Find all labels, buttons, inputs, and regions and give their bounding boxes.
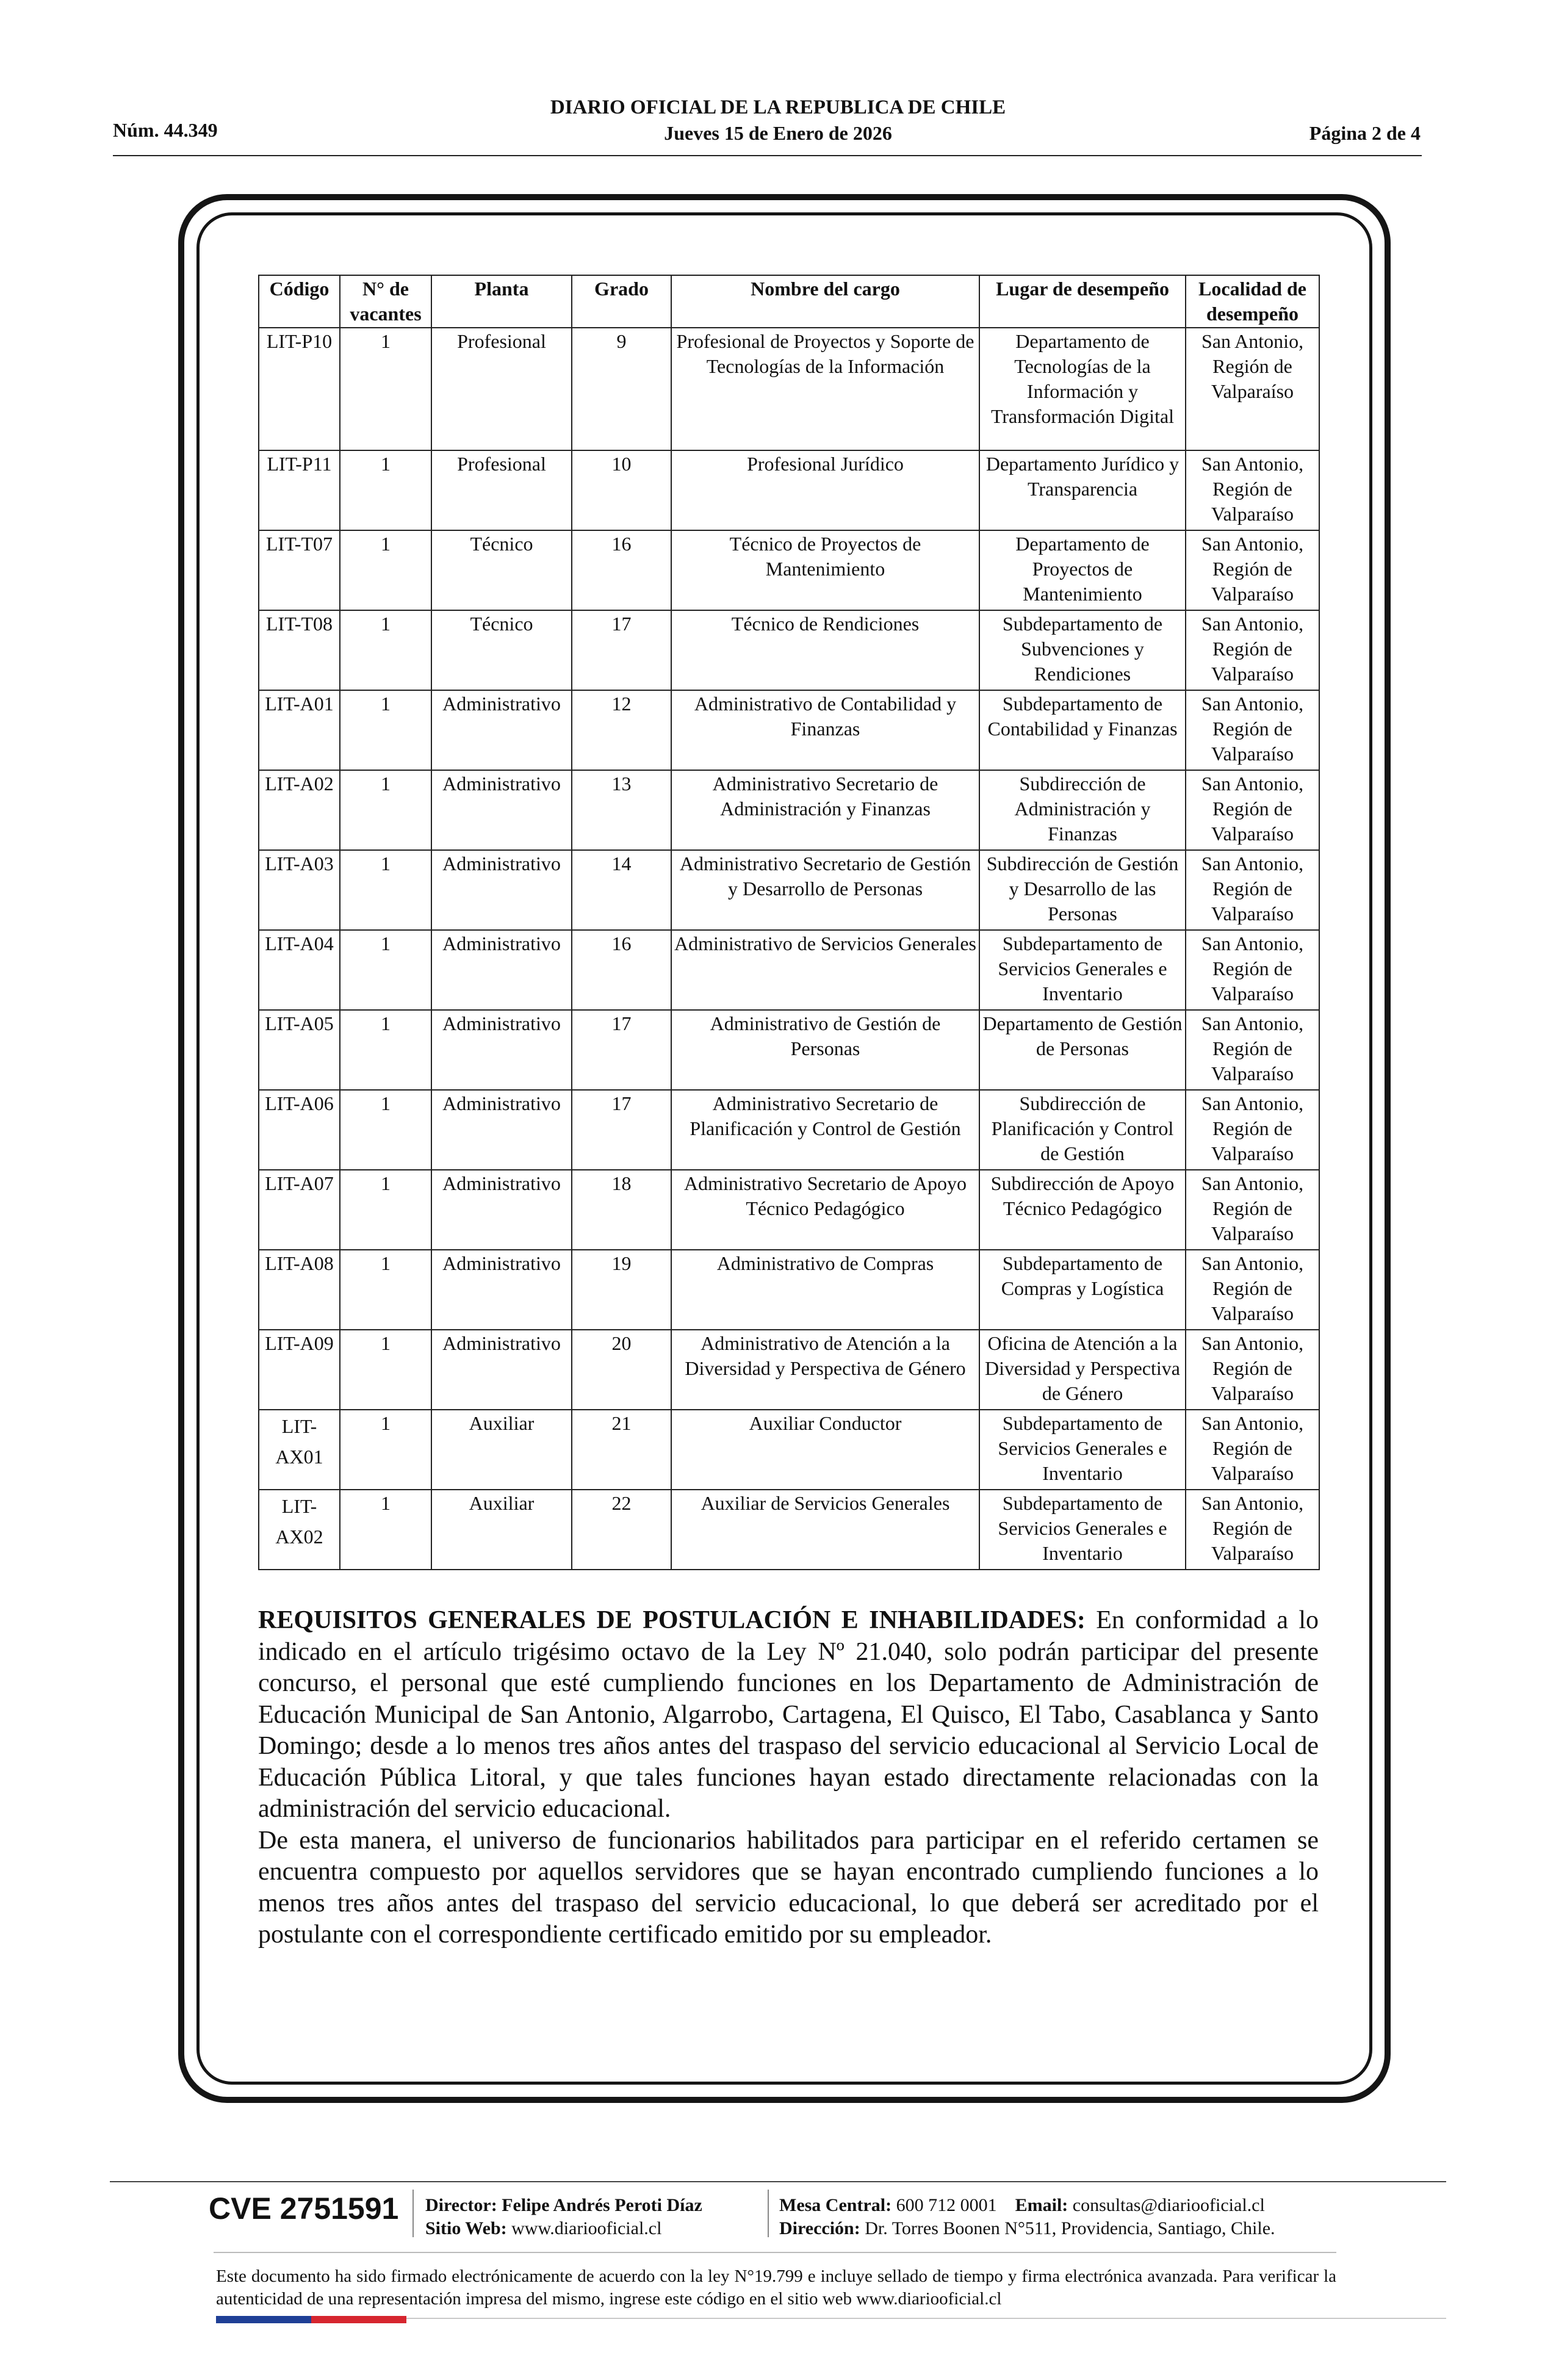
cell-lugar: Subdepartamento de Servicios Generales e Inventario	[979, 930, 1186, 1010]
requirements-title: REQUISITOS GENERALES DE POSTULACIÓN E INHABILIDADES:	[258, 1606, 1086, 1634]
footer-director-block	[425, 2194, 702, 2240]
table-row	[259, 530, 1319, 610]
header-divider	[113, 155, 1422, 156]
col-header-vacantes: N° de vacantes	[340, 275, 431, 328]
publication-title: DIARIO OFICIAL DE LA REPUBLICA DE CHILE	[550, 96, 1006, 118]
cell-nombre-cargo: Administrativo de Servicios Generales	[671, 930, 979, 1010]
cell-planta: Administrativo	[431, 1250, 572, 1330]
cell-nombre-cargo: Administrativo Secretario de Gestión y Desarrollo de Personas	[671, 850, 979, 930]
footer-divider	[110, 2181, 1446, 2182]
col-header-grado: Grado	[572, 275, 671, 328]
cell-vacantes: 1	[340, 450, 431, 530]
cell-codigo: LIT-A09	[259, 1330, 340, 1410]
cell-grado: 16	[572, 930, 671, 1010]
cell-lugar: Subdirección de Planificación y Control de Gestión	[979, 1090, 1186, 1170]
cell-lugar: Departamento Jurídico y Transparencia	[979, 450, 1186, 530]
cell-planta: Administrativo	[431, 1330, 572, 1410]
footer-separator	[768, 2190, 769, 2237]
cve-code: CVE 2751591	[209, 2191, 399, 2226]
requirements-paragraph-2: De esta manera, el universo de funcionarios habilitados para participar en el referido certamen se encuentra compuesto por aquellos servidores que se hayan encontrado cumpliendo funciones a lo menos tres años antes del traspaso del servicio educacional, lo que deberá ser acreditado por el postulante con el correspondiente certificado emitido por su empleador.	[258, 1826, 1319, 1949]
cell-nombre-cargo: Administrativo de Gestión de Personas	[671, 1010, 979, 1090]
cell-grado: 18	[572, 1170, 671, 1250]
cell-codigo: LIT-A08	[259, 1250, 340, 1330]
cell-localidad: San Antonio, Región de Valparaíso	[1186, 1010, 1319, 1090]
table-row	[259, 450, 1319, 530]
phone-label: Mesa Central:	[779, 2195, 892, 2215]
phone-value: 600 712 0001	[896, 2195, 997, 2215]
footer-phone-line	[779, 2194, 1275, 2217]
cell-nombre-cargo: Técnico de Proyectos de Mantenimiento	[671, 530, 979, 610]
cell-localidad: San Antonio, Región de Valparaíso	[1186, 1330, 1319, 1410]
cell-nombre-cargo: Auxiliar de Servicios Generales	[671, 1490, 979, 1570]
cell-codigo: LIT-T07	[259, 530, 340, 610]
cell-nombre-cargo: Profesional Jurídico	[671, 450, 979, 530]
legal-notice: Este documento ha sido firmado electrónicamente de acuerdo con la ley N°19.799 e incluye sellado de tiempo y firma electrónica avanzada. Para verificar la autenticidad de una representación impresa del mismo, ingrese este código en el sitio web www.diariooficial.cl	[216, 2266, 1336, 2309]
cell-grado: 17	[572, 1090, 671, 1170]
col-header-planta: Planta	[431, 275, 572, 328]
cell-codigo: LIT-A07	[259, 1170, 340, 1250]
cell-grado: 13	[572, 770, 671, 850]
cell-planta: Administrativo	[431, 1170, 572, 1250]
cell-codigo: LIT-A05	[259, 1010, 340, 1090]
table-row	[259, 1250, 1319, 1330]
cell-localidad: San Antonio, Región de Valparaíso	[1186, 850, 1319, 930]
address-label: Dirección:	[779, 2218, 860, 2238]
cell-localidad: San Antonio, Región de Valparaíso	[1186, 1090, 1319, 1170]
cell-lugar: Departamento de Proyectos de Mantenimiento	[979, 530, 1186, 610]
table-row	[259, 930, 1319, 1010]
cell-planta: Administrativo	[431, 770, 572, 850]
cell-lugar: Subdepartamento de Subvenciones y Rendiciones	[979, 610, 1186, 690]
table-row	[259, 1330, 1319, 1410]
cell-lugar: Subdirección de Gestión y Desarrollo de las Personas	[979, 850, 1186, 930]
footer-separator	[412, 2190, 414, 2237]
flag-stripe-blue	[216, 2316, 311, 2323]
flag-stripe-red	[311, 2316, 406, 2323]
footer-bottom-line	[406, 2318, 1446, 2319]
issue-number: Núm. 44.349	[113, 119, 218, 141]
col-header-lugar: Lugar de desempeño	[979, 275, 1186, 328]
footer-contact-block	[779, 2194, 1275, 2240]
cell-codigo: LIT-AX01	[259, 1410, 340, 1490]
table-row	[259, 1410, 1319, 1490]
cell-vacantes: 1	[340, 850, 431, 930]
director-name: Felipe Andrés Peroti Díaz	[502, 2195, 702, 2215]
page-indicator: Página 2 de 4	[1309, 122, 1421, 144]
requirements-text-1: En conformidad a lo indicado en el artículo trigésimo octavo de la Ley Nº 21.040, solo podrán participar del presente concurso, el personal que esté cumpliendo funciones en los Departamento de Administración de Educación Municipal de San Antonio, Algarrobo, Cartagena, El Quisco, El Tabo, Casablanca y Santo Domingo; desde a lo menos tres años antes del traspaso del servicio educacional al Servicio Local de Educación Pública Litoral, y que tales funciones hayan estado directamente relacionadas con la administración del servicio educacional.	[258, 1606, 1319, 1823]
cell-codigo: LIT-A03	[259, 850, 340, 930]
cell-localidad: San Antonio, Región de Valparaíso	[1186, 610, 1319, 690]
cell-grado: 21	[572, 1410, 671, 1490]
col-header-codigo: Código	[259, 275, 340, 328]
cell-nombre-cargo: Profesional de Proyectos y Soporte de Tecnologías de la Información	[671, 328, 979, 450]
footer-address-line	[779, 2217, 1275, 2240]
requirements-paragraph-1	[258, 1605, 1319, 1825]
cell-grado: 17	[572, 1010, 671, 1090]
cell-localidad: San Antonio, Región de Valparaíso	[1186, 450, 1319, 530]
cell-codigo: LIT-P10	[259, 328, 340, 450]
cell-lugar: Departamento de Tecnologías de la Información y Transformación Digital	[979, 328, 1186, 450]
table-row	[259, 850, 1319, 930]
cell-planta: Técnico	[431, 610, 572, 690]
cell-codigo: LIT-P11	[259, 450, 340, 530]
cell-nombre-cargo: Administrativo Secretario de Planificación y Control de Gestión	[671, 1090, 979, 1170]
cell-grado: 10	[572, 450, 671, 530]
table-row	[259, 610, 1319, 690]
cell-planta: Auxiliar	[431, 1410, 572, 1490]
director-label: Director:	[425, 2195, 497, 2215]
cell-lugar: Subdirección de Administración y Finanzas	[979, 770, 1186, 850]
cell-planta: Administrativo	[431, 1090, 572, 1170]
cell-lugar: Subdirección de Apoyo Técnico Pedagógico	[979, 1170, 1186, 1250]
cell-localidad: San Antonio, Región de Valparaíso	[1186, 770, 1319, 850]
cell-localidad: San Antonio, Región de Valparaíso	[1186, 930, 1319, 1010]
cell-lugar: Oficina de Atención a la Diversidad y Perspectiva de Género	[979, 1330, 1186, 1410]
table-row	[259, 690, 1319, 770]
email-link[interactable]: consultas@diariooficial.cl	[1072, 2195, 1265, 2215]
cell-grado: 14	[572, 850, 671, 930]
cell-planta: Administrativo	[431, 930, 572, 1010]
cell-planta: Administrativo	[431, 1010, 572, 1090]
cell-codigo: LIT-A06	[259, 1090, 340, 1170]
cell-lugar: Subdepartamento de Servicios Generales e Inventario	[979, 1410, 1186, 1490]
cell-nombre-cargo: Administrativo de Atención a la Diversidad y Perspectiva de Género	[671, 1330, 979, 1410]
cell-nombre-cargo: Técnico de Rendiciones	[671, 610, 979, 690]
cell-nombre-cargo: Administrativo de Compras	[671, 1250, 979, 1330]
cell-localidad: San Antonio, Región de Valparaíso	[1186, 1490, 1319, 1570]
footer-site-line	[425, 2217, 702, 2240]
publication-date: Jueves 15 de Enero de 2026	[664, 122, 892, 144]
cell-localidad: San Antonio, Región de Valparaíso	[1186, 530, 1319, 610]
table-header-row	[259, 275, 1319, 328]
cell-lugar: Departamento de Gestión de Personas	[979, 1010, 1186, 1090]
cell-planta: Auxiliar	[431, 1490, 572, 1570]
site-label: Sitio Web:	[425, 2218, 507, 2238]
cell-nombre-cargo: Administrativo Secretario de Administración y Finanzas	[671, 770, 979, 850]
table-row	[259, 1010, 1319, 1090]
cell-vacantes: 1	[340, 690, 431, 770]
cell-vacantes: 1	[340, 1330, 431, 1410]
cell-grado: 20	[572, 1330, 671, 1410]
cell-localidad: San Antonio, Región de Valparaíso	[1186, 328, 1319, 450]
requirements-section	[258, 1605, 1319, 1951]
cell-grado: 9	[572, 328, 671, 450]
cell-vacantes: 1	[340, 770, 431, 850]
cell-vacantes: 1	[340, 1010, 431, 1090]
cell-codigo: LIT-A01	[259, 690, 340, 770]
cell-vacantes: 1	[340, 1170, 431, 1250]
footer-director-line	[425, 2194, 702, 2217]
col-header-nombre-cargo: Nombre del cargo	[671, 275, 979, 328]
cell-vacantes: 1	[340, 610, 431, 690]
col-header-localidad: Localidad de desempeño	[1186, 275, 1319, 328]
cell-vacantes: 1	[340, 328, 431, 450]
cell-grado: 12	[572, 690, 671, 770]
cell-vacantes: 1	[340, 530, 431, 610]
cell-localidad: San Antonio, Región de Valparaíso	[1186, 1410, 1319, 1490]
footer-legal-divider	[214, 2252, 1336, 2253]
positions-table	[258, 275, 1320, 1570]
cell-planta: Técnico	[431, 530, 572, 610]
cell-planta: Administrativo	[431, 850, 572, 930]
site-link[interactable]: www.diariooficial.cl	[511, 2218, 662, 2238]
address-value: Dr. Torres Boonen N°511, Providencia, Santiago, Chile.	[865, 2218, 1275, 2238]
cell-grado: 22	[572, 1490, 671, 1570]
table-row	[259, 1170, 1319, 1250]
cell-localidad: San Antonio, Región de Valparaíso	[1186, 1250, 1319, 1330]
cell-codigo: LIT-A04	[259, 930, 340, 1010]
table-row	[259, 1490, 1319, 1570]
cell-nombre-cargo: Administrativo de Contabilidad y Finanzas	[671, 690, 979, 770]
cell-planta: Profesional	[431, 328, 572, 450]
cell-vacantes: 1	[340, 1090, 431, 1170]
cell-planta: Administrativo	[431, 690, 572, 770]
table-row	[259, 328, 1319, 450]
cell-lugar: Subdepartamento de Compras y Logística	[979, 1250, 1186, 1330]
cell-grado: 19	[572, 1250, 671, 1330]
table-row	[259, 1090, 1319, 1170]
cell-lugar: Subdepartamento de Servicios Generales e Inventario	[979, 1490, 1186, 1570]
cell-vacantes: 1	[340, 1250, 431, 1330]
cell-nombre-cargo: Auxiliar Conductor	[671, 1410, 979, 1490]
cell-localidad: San Antonio, Región de Valparaíso	[1186, 1170, 1319, 1250]
cell-vacantes: 1	[340, 1490, 431, 1570]
cell-grado: 16	[572, 530, 671, 610]
cell-grado: 17	[572, 610, 671, 690]
email-label: Email:	[1015, 2195, 1068, 2215]
cell-codigo: LIT-A02	[259, 770, 340, 850]
cell-lugar: Subdepartamento de Contabilidad y Finanzas	[979, 690, 1186, 770]
cell-vacantes: 1	[340, 1410, 431, 1490]
cell-codigo: LIT-AX02	[259, 1490, 340, 1570]
table-row	[259, 770, 1319, 850]
cell-nombre-cargo: Administrativo Secretario de Apoyo Técnico Pedagógico	[671, 1170, 979, 1250]
cell-codigo: LIT-T08	[259, 610, 340, 690]
cell-localidad: San Antonio, Región de Valparaíso	[1186, 690, 1319, 770]
cell-vacantes: 1	[340, 930, 431, 1010]
cell-planta: Profesional	[431, 450, 572, 530]
